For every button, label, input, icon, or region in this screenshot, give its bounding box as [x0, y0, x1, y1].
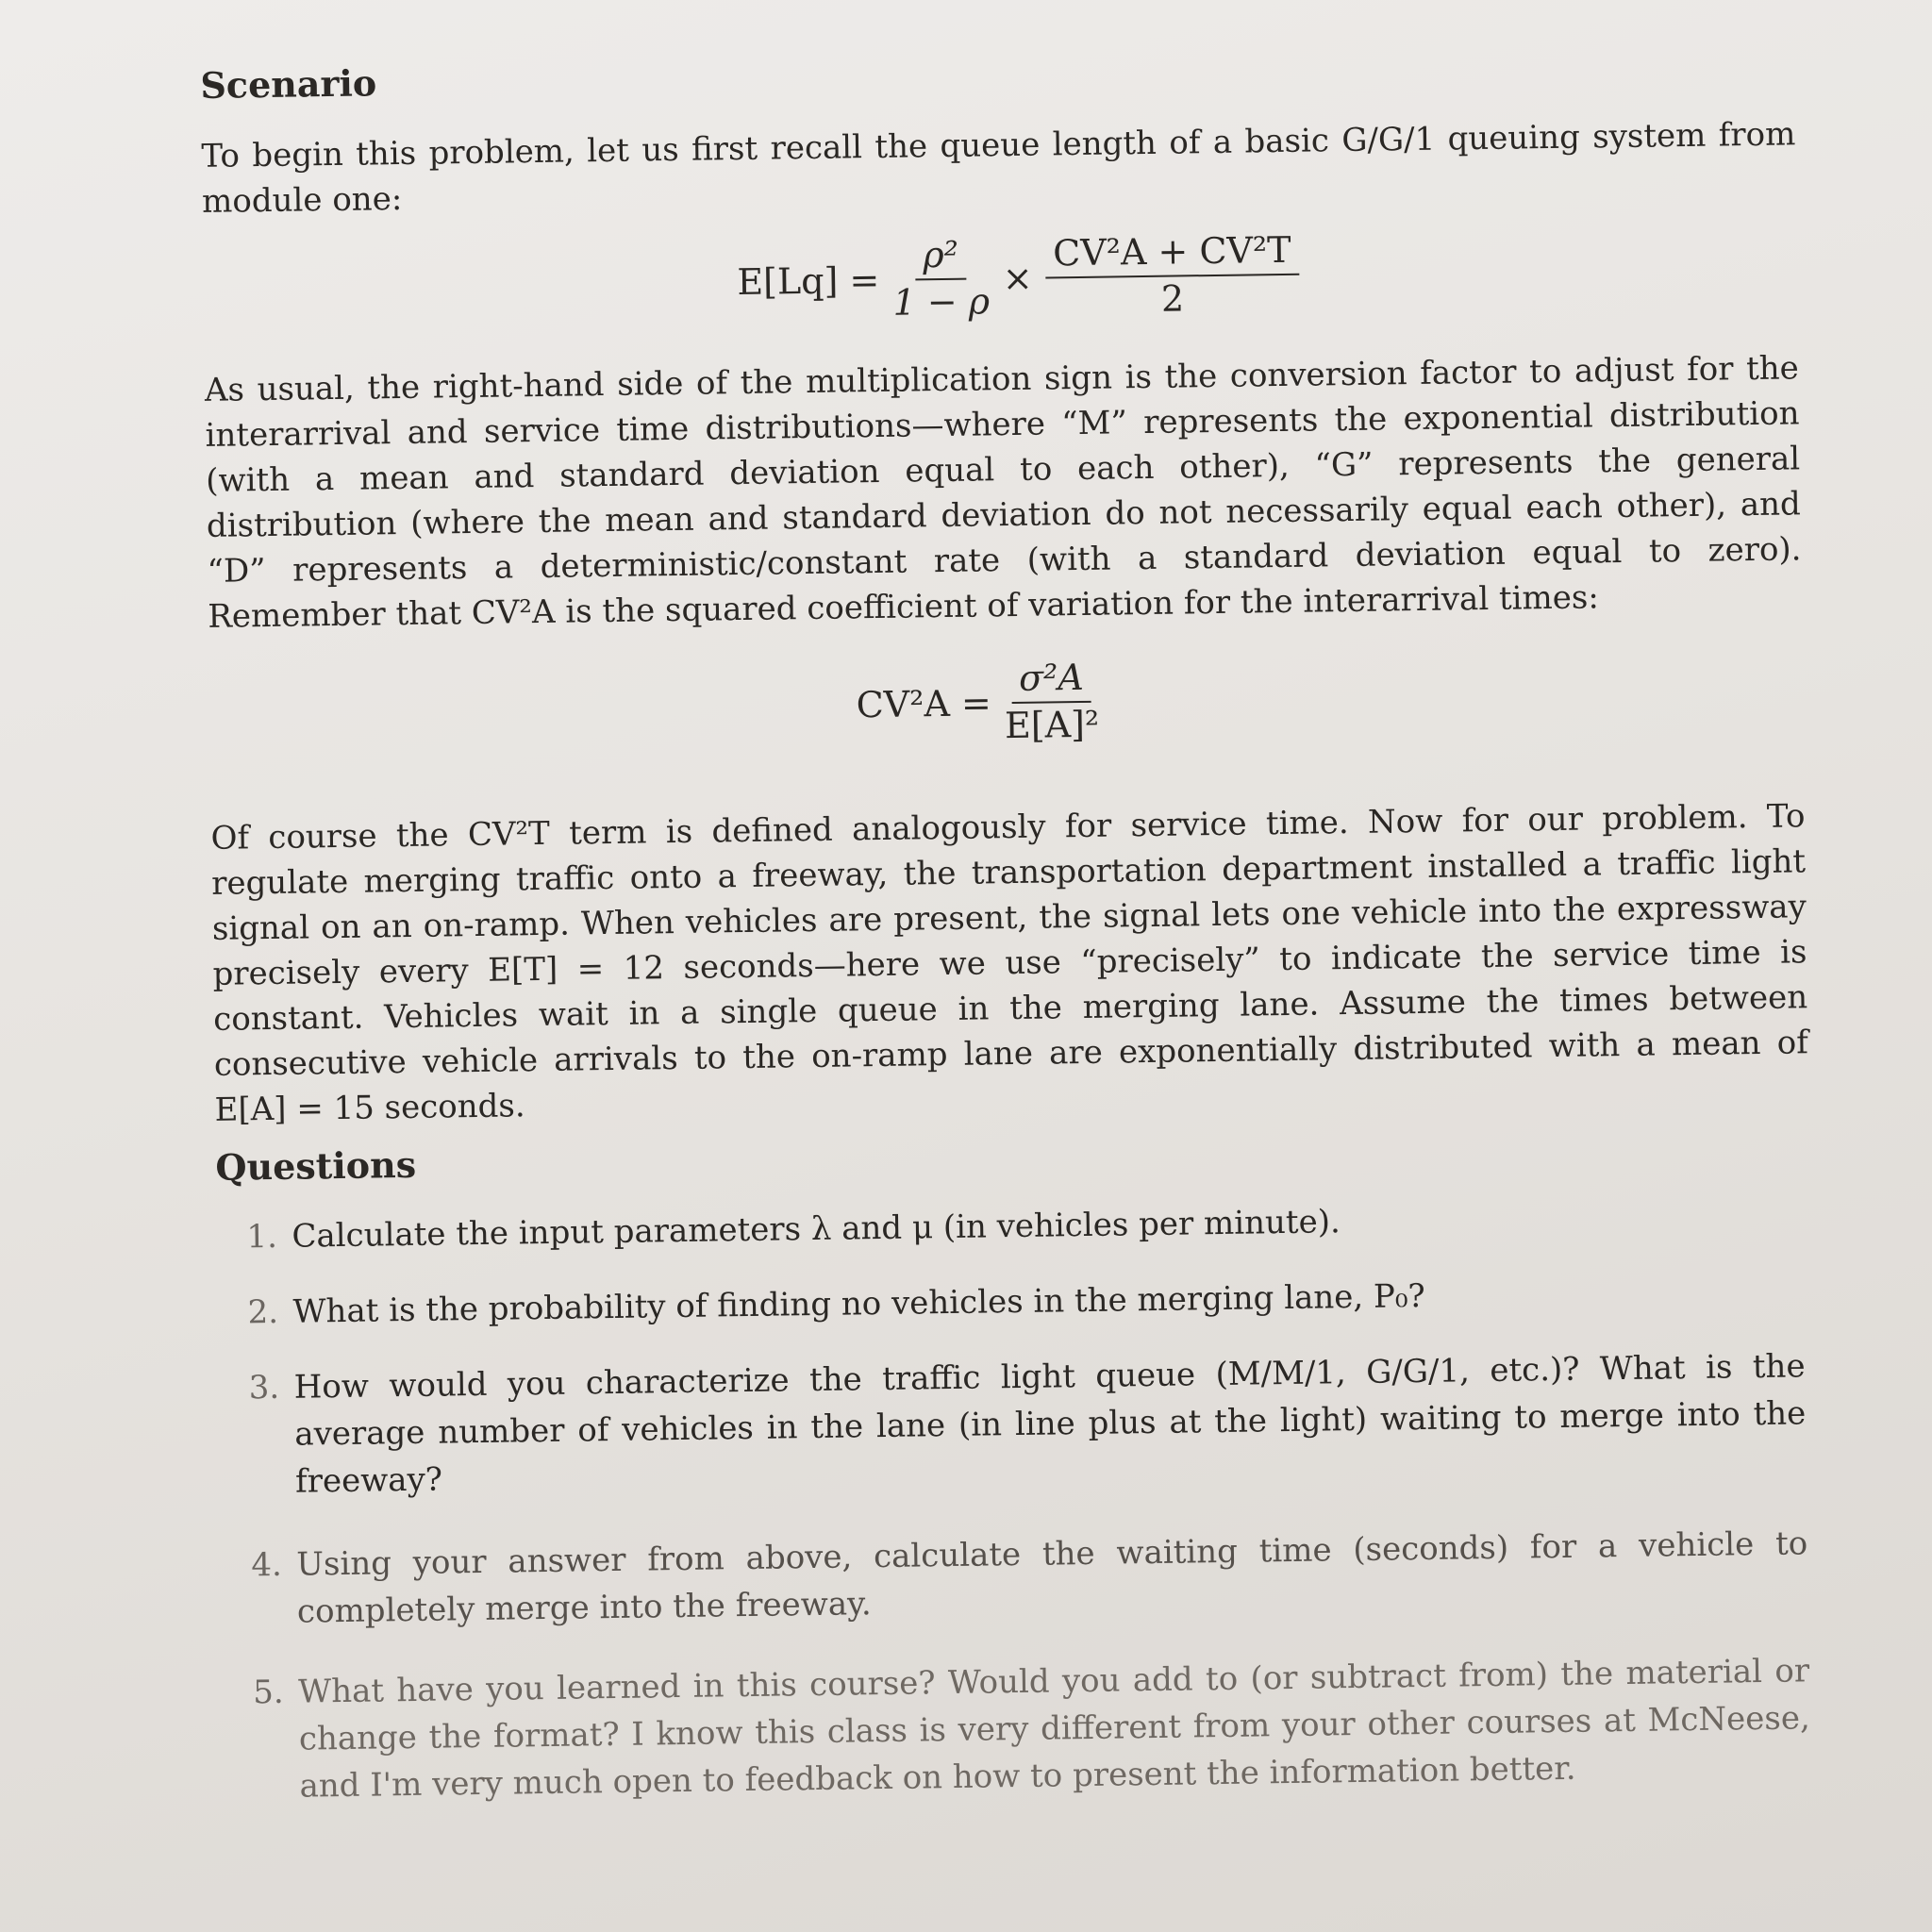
scenario-paragraph-2: As usual, the right-hand side of the multiplication sign is the conversion factor to adjust for the interarrival and service time distributions—where “M” represents the exponential distribution (with a mean and standard deviation equal to each other), “G” represents the general distribution (where the mean and standard deviation do not necessarily equal each other), and “D” represents a deterministic/constant rate (with a standard deviation equal to zero). Remember that CV²A is the squared coefficient of variation for the interarrival times: [204, 349, 1802, 636]
question-item [251, 1520, 1808, 1636]
scenario-intro: To begin this problem, let us first recall the queue length of a basic G/G/1 queuing system from module one: [201, 115, 1796, 221]
scenario-heading: Scenario [200, 61, 377, 107]
eq1-times-sign: × [1002, 257, 1033, 299]
eq1-rho-fraction [892, 234, 991, 324]
question-text: What have you learned in this course? Would you add to (or subtract from) the material or change the format? I know this class is very different from your other courses at McNeese, and I'm very much open to feedback on how to present the information better. [297, 1652, 1811, 1806]
question-number: 1. [246, 1217, 278, 1257]
question-item [253, 1647, 1811, 1810]
question-item [247, 1267, 1805, 1336]
question-text: Using your answer from above, calculate the waiting time (seconds) for a vehicle to completely merge into the freeway. [296, 1524, 1808, 1631]
eq1-frac1-denominator: 1 − ρ [892, 279, 991, 324]
questions-heading: Questions [215, 1142, 417, 1189]
queue-length-equation [737, 230, 1300, 326]
scenario-paragraph-3: Of course the CV²T term is defined analogously for service time. Now for our problem. To regulate merging traffic onto a freeway, the transportation department installed a traffic light signal on an on-ramp. When vehicles are present, the signal lets one vehicle into the expressway precisely every E[T] = 12 seconds—here we use “precisely” to indicate the service time is constant. Vehicles wait in a single queue in the merging lane. Assume the times between consecutive vehicle arrivals to the on-ramp lane are exponentially distributed with a mean of E[A] = 15 seconds. [210, 797, 1809, 1129]
question-item [248, 1342, 1807, 1506]
eq1-frac1-numerator: ρ² [915, 235, 966, 280]
question-number: 2. [247, 1292, 279, 1332]
question-text: How would you characterize the traffic light queue (M/M/1, G/G/1, etc.)? What is the average number of vehicles in the lane (in line plus at the light) waiting to merge into the freeway? [293, 1347, 1807, 1501]
question-text: Calculate the input parameters λ and μ (in vehicles per minute). [291, 1203, 1341, 1256]
question-number: 4. [251, 1545, 283, 1585]
question-item [246, 1191, 1804, 1260]
eq1-lhs: E[Lq] = [737, 258, 880, 303]
eq2-fraction [1004, 658, 1099, 747]
eq2-denominator: E[A]² [1004, 703, 1100, 746]
eq1-cv-fraction [1045, 230, 1300, 322]
question-text: What is the probability of finding no vehicles in the merging lane, P₀? [292, 1276, 1425, 1331]
eq1-frac2-numerator: CV²A + CV²T [1045, 230, 1299, 278]
question-number: 3. [248, 1368, 280, 1407]
eq2-lhs: CV²A = [856, 681, 992, 725]
document-page [196, 34, 1844, 1906]
question-number: 5. [252, 1673, 284, 1712]
eq2-numerator: σ²A [1011, 658, 1091, 704]
cv-equation [856, 658, 1099, 749]
eq1-frac2-denominator: 2 [1160, 277, 1185, 320]
